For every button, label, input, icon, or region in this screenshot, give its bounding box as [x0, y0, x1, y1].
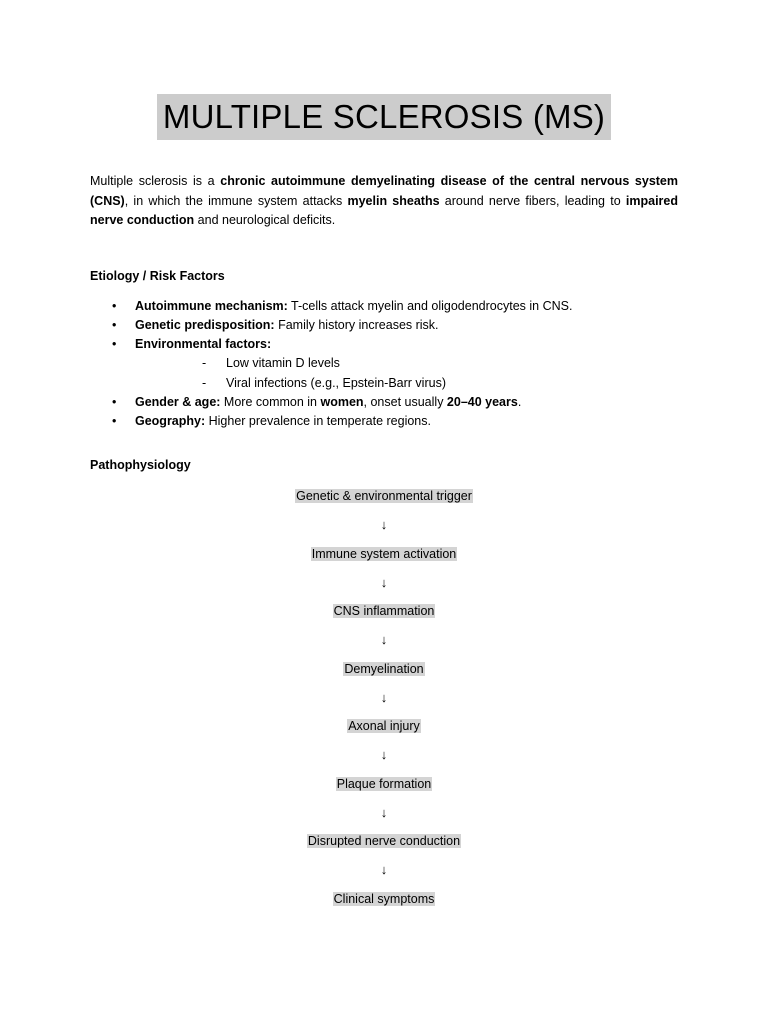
- item-label: Autoimmune mechanism:: [135, 299, 288, 313]
- list-item: [90, 393, 572, 412]
- title-container: [0, 94, 768, 140]
- flow-step: [0, 832, 768, 851]
- flow-step-label: Immune system activation: [311, 546, 457, 561]
- item-text: Family history increases risk.: [274, 318, 439, 332]
- sub-item-text: Low vitamin D levels: [226, 356, 340, 370]
- list-item: [90, 316, 572, 335]
- item-label: Genetic predisposition:: [135, 318, 275, 332]
- bullet-icon: •: [112, 395, 117, 409]
- bullet-icon: •: [112, 318, 117, 332]
- flow-step-label: Plaque formation: [336, 776, 432, 791]
- intro-bold-2: myelin sheaths: [347, 193, 440, 208]
- item-text: T-cells attack myelin and oligodendrocytes in CNS.: [287, 299, 573, 313]
- flow-step-label: Genetic & environmental trigger: [296, 489, 472, 503]
- item-text: .: [517, 395, 522, 409]
- item-label: Environmental factors:: [135, 337, 272, 351]
- arrow-down-icon: ↓: [380, 862, 388, 877]
- sub-list-item: [135, 354, 572, 374]
- arrow-down-icon: ↓: [380, 574, 388, 590]
- item-bold: 20–40 years: [446, 395, 518, 409]
- flow-step-label: Axonal injury: [348, 719, 420, 733]
- arrow-down-icon: ↓: [380, 747, 388, 762]
- flow-step-label: Demyelination: [344, 661, 424, 676]
- arrow-down-icon: ↓: [380, 632, 388, 647]
- pathophysiology-heading: Pathophysiology: [90, 458, 191, 472]
- flow-step: [0, 487, 768, 506]
- intro-text-1: Multiple sclerosis is a: [90, 174, 221, 188]
- list-item: [90, 297, 572, 316]
- flow-step: [0, 890, 768, 909]
- bullet-icon: •: [112, 414, 117, 428]
- flow-step-label: Clinical symptoms: [333, 891, 435, 906]
- arrow-down-icon: ↓: [380, 689, 388, 705]
- arrow-down-icon: ↓: [380, 517, 388, 532]
- flow-step: [0, 660, 768, 679]
- flow-step: [0, 545, 768, 564]
- list-item: [90, 335, 572, 393]
- bullet-icon: •: [112, 337, 117, 351]
- item-label: Geography:: [135, 414, 206, 428]
- item-label: Gender & age:: [135, 395, 221, 409]
- item-text: , onset usually: [363, 395, 447, 409]
- item-text: More common in: [220, 395, 321, 409]
- pathophysiology-flowchart: [0, 487, 768, 909]
- intro-paragraph: [90, 172, 678, 231]
- flow-step: [0, 775, 768, 794]
- dash-icon: -: [202, 375, 207, 390]
- intro-bold-3: impaired nerve conduction: [90, 193, 678, 227]
- sub-list-item: [135, 374, 572, 394]
- sub-item-text: Viral infections (e.g., Epstein-Barr virus): [226, 375, 446, 390]
- flow-step: [0, 717, 768, 736]
- etiology-heading: Etiology / Risk Factors: [90, 269, 225, 283]
- intro-text-3: around nerve fibers, leading to: [439, 193, 626, 208]
- flow-step: [0, 602, 768, 621]
- item-text: Higher prevalence in temperate regions.: [205, 414, 431, 428]
- intro-bold-1: chronic autoimmune demyelinating disease of the central nervous system (CNS): [90, 174, 678, 208]
- flow-step-label: CNS inflammation: [333, 604, 435, 618]
- sub-list: [135, 354, 572, 393]
- dash-icon: -: [202, 356, 207, 370]
- item-bold: women: [320, 395, 364, 409]
- list-item: [90, 412, 572, 431]
- flow-step-label: Disrupted nerve conduction: [307, 834, 461, 848]
- page-title: MULTIPLE SCLEROSIS (MS): [157, 94, 611, 140]
- arrow-down-icon: ↓: [380, 804, 388, 820]
- intro-text-4: and neurological deficits.: [194, 213, 336, 227]
- bullet-icon: •: [112, 299, 117, 313]
- intro-text-2: , in which the immune system attacks: [124, 193, 348, 208]
- etiology-list: [90, 297, 572, 431]
